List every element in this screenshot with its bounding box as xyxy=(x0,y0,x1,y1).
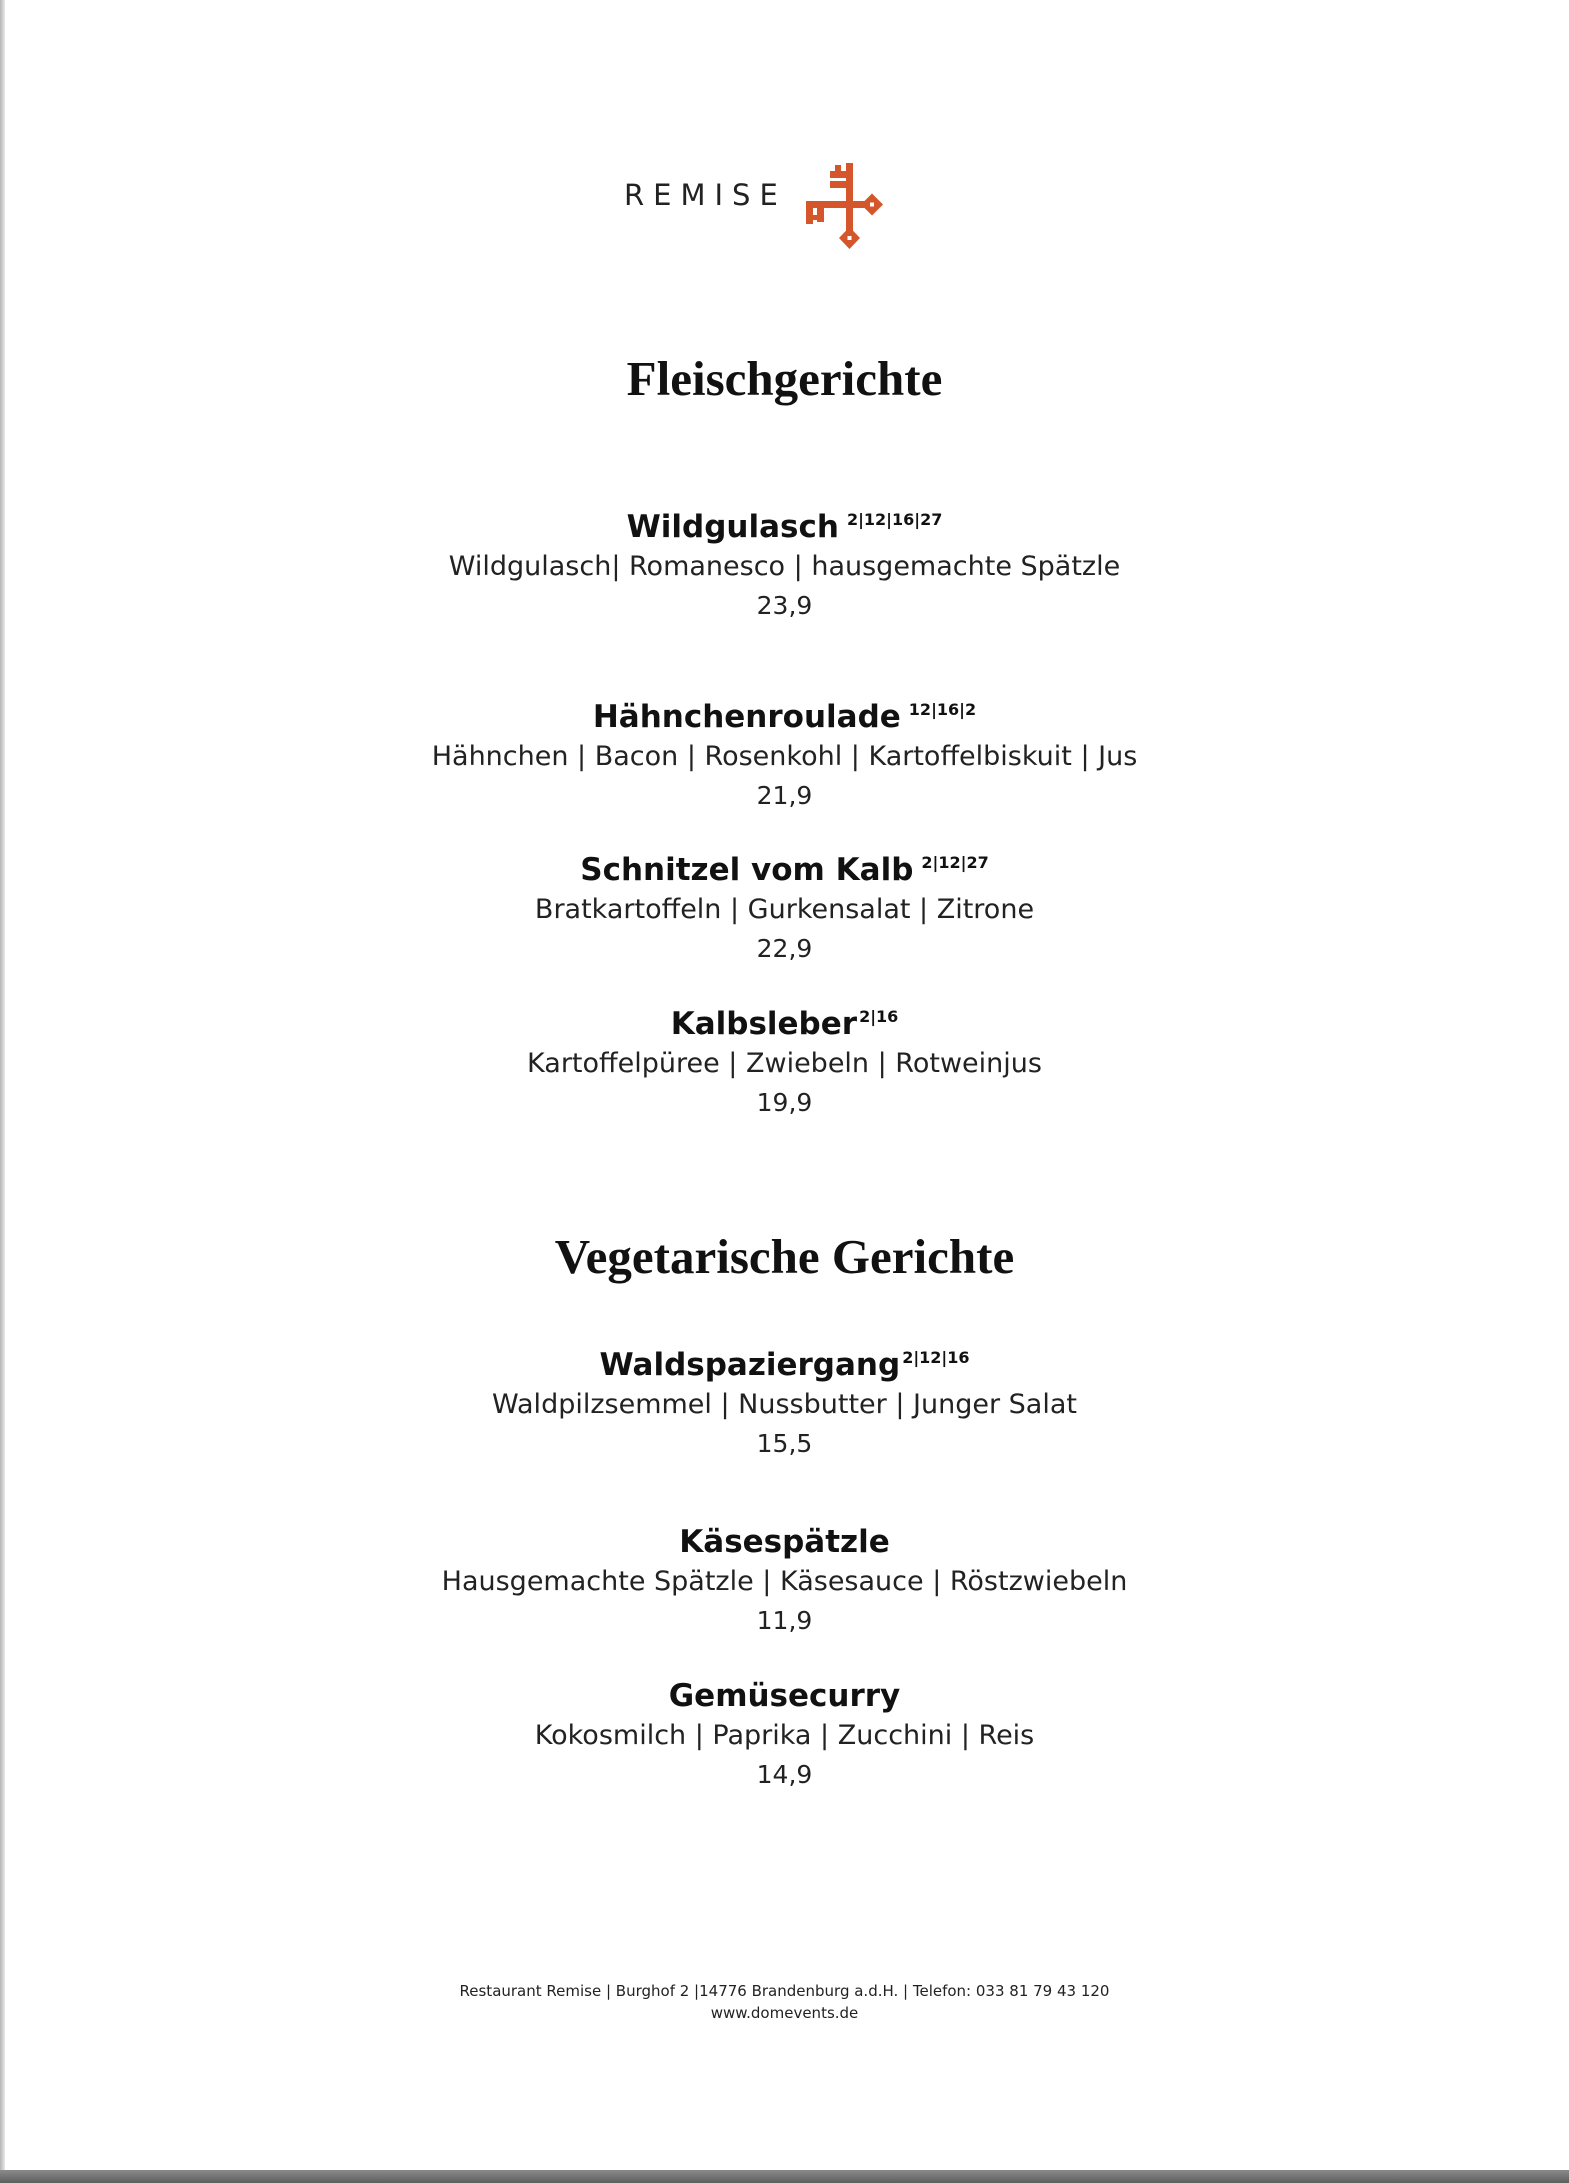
dish-price: 23,9 xyxy=(756,591,813,620)
dish-name: Wildgulasch xyxy=(626,509,839,545)
dish-name: Kalbsleber xyxy=(670,1006,858,1042)
dish-item xyxy=(0,500,1569,625)
dish-name: Käsespätzle xyxy=(679,1524,890,1560)
dish-description: Waldpilzsemmel | Nussbutter | Junger Salat xyxy=(492,1389,1077,1420)
dish-price: 15,5 xyxy=(756,1429,813,1458)
dish-description: Wildgulasch| Romanesco | hausgemachte Spätzle xyxy=(448,551,1121,582)
footer-address: Restaurant Remise | Burghof 2 |14776 Brandenburg a.d.H. | Telefon: 033 81 79 43 120 xyxy=(459,1982,1110,2000)
allergen-codes: 12|16|2 xyxy=(908,700,977,719)
dish-price: 19,9 xyxy=(756,1088,813,1117)
dish-item xyxy=(0,1338,1569,1463)
footer xyxy=(0,1980,1569,2024)
dish-item xyxy=(0,690,1569,815)
dish-description: Bratkartoffeln | Gurkensalat | Zitrone xyxy=(534,894,1035,925)
footer-website: www.domevents.de xyxy=(710,2004,859,2022)
dish-description: Hähnchen | Bacon | Rosenkohl | Kartoffelbiskuit | Jus xyxy=(431,741,1138,772)
dish-description: Hausgemachte Spätzle | Käsesauce | Röstzwiebeln xyxy=(441,1566,1128,1597)
dish-price: 14,9 xyxy=(756,1760,813,1789)
section-title-meat: Fleischgerichte xyxy=(626,351,943,406)
dish-item xyxy=(0,843,1569,968)
header xyxy=(0,150,1569,260)
dish-name: Waldspaziergang xyxy=(599,1347,901,1383)
brand-name: REMISE xyxy=(624,178,787,212)
allergen-codes: 2|16 xyxy=(859,1007,899,1026)
dish-description: Kartoffelpüree | Zwiebeln | Rotweinjus xyxy=(527,1048,1042,1079)
scan-edge-bottom xyxy=(0,2170,1569,2183)
dish-price: 21,9 xyxy=(756,781,813,810)
dish-item xyxy=(0,1676,1569,1794)
allergen-codes: 2|12|16 xyxy=(902,1348,970,1367)
dish-name: Schnitzel vom Kalb xyxy=(580,852,914,888)
dish-name: Gemüsecurry xyxy=(668,1678,901,1714)
crossed-keys-logo-icon xyxy=(800,155,900,255)
allergen-codes: 2|12|16|27 xyxy=(846,510,943,529)
dish-name: Hähnchenroulade xyxy=(592,699,901,735)
dish-item xyxy=(0,1522,1569,1640)
dish-description: Kokosmilch | Paprika | Zucchini | Reis xyxy=(534,1720,1035,1751)
allergen-codes: 2|12|27 xyxy=(921,853,989,872)
dish-item xyxy=(0,997,1569,1122)
section-title-vegetarian: Vegetarische Gerichte xyxy=(554,1229,1015,1284)
dish-price: 11,9 xyxy=(756,1606,813,1635)
dish-price: 22,9 xyxy=(756,934,813,963)
